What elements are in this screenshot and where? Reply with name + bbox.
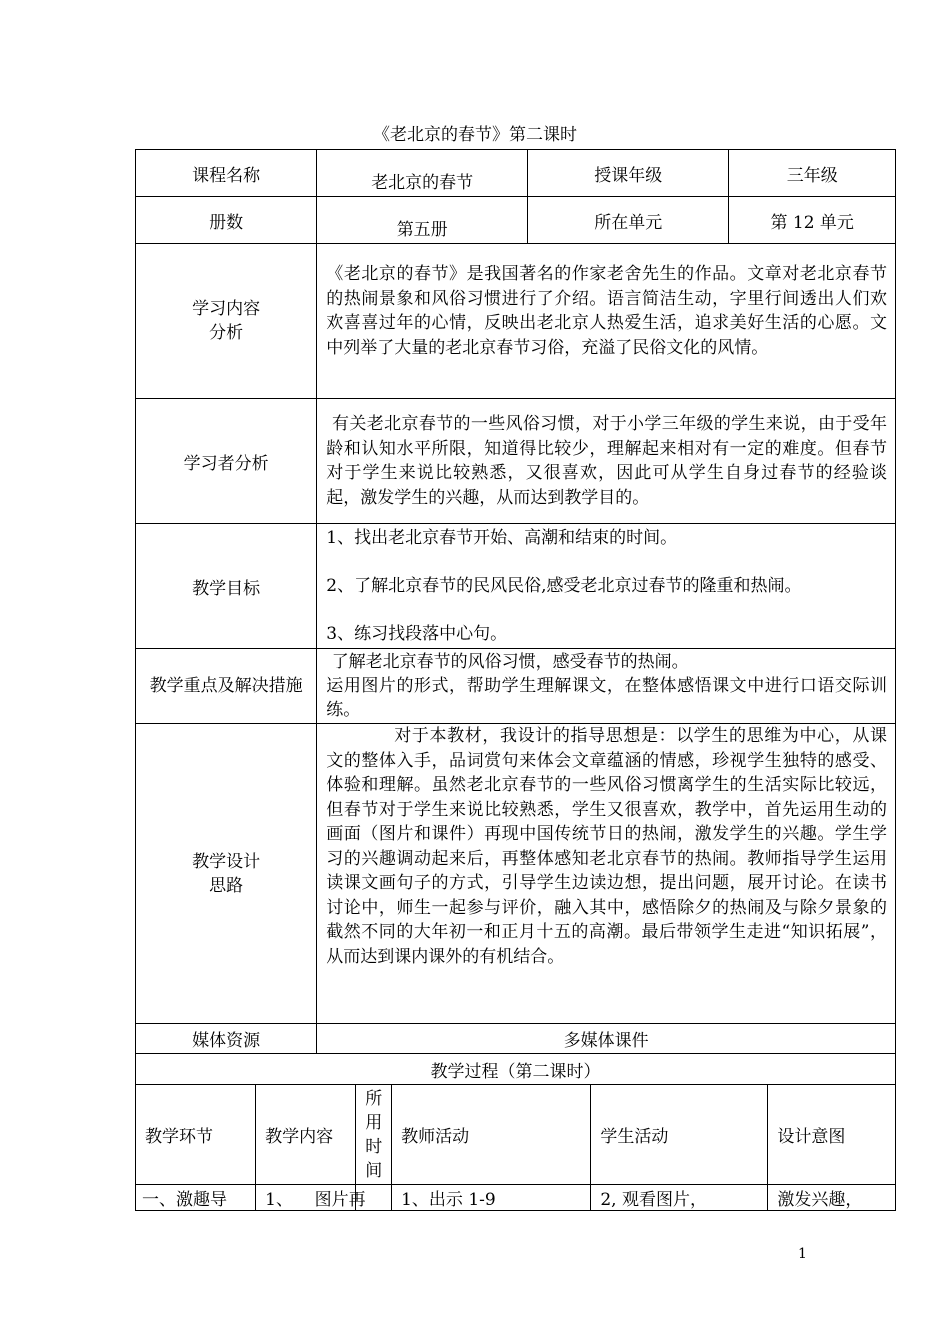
content-analysis-label-line2: 分析 — [209, 323, 244, 343]
volume-value: 第五册 — [317, 197, 528, 244]
media-value: 多媒体课件 — [317, 1024, 896, 1054]
objectives-list — [317, 524, 896, 649]
key-points-row — [136, 649, 896, 724]
volume-label: 册数 — [136, 197, 317, 244]
learner-analysis-label: 学习者分析 — [136, 399, 317, 524]
media-row — [136, 1024, 896, 1054]
objective-item: 2、了解北京春节的民风民俗,感受老北京过春节的隆重和热闹。 — [326, 576, 802, 596]
content-analysis-row — [136, 244, 896, 399]
design-label-line2: 思路 — [209, 875, 244, 896]
lesson-plan-table — [135, 149, 896, 1211]
objective-item: 3、练习找段落中心句。 — [326, 624, 508, 644]
table-row — [136, 1185, 896, 1211]
design-label — [136, 724, 317, 1024]
objectives-label: 教学目标 — [136, 524, 317, 649]
volume-row — [136, 197, 896, 244]
content-analysis-label-line1: 学习内容 — [192, 299, 261, 319]
process-header-row — [136, 1085, 896, 1185]
course-row — [136, 150, 896, 197]
process-title-row — [136, 1054, 896, 1085]
key-points-line2: 运用图片的形式，帮助学生理解课文，在整体感悟课文中进行口语交际训练。 — [326, 676, 887, 720]
header-teacher: 教师活动 — [392, 1085, 591, 1185]
media-label: 媒体资源 — [136, 1024, 317, 1054]
objective-item: 1、找出老北京春节开始、高潮和结束的时间。 — [326, 528, 678, 548]
row1-student: 2, 观看图片， — [591, 1185, 768, 1211]
unit-value: 第 12 单元 — [729, 197, 896, 244]
content-analysis-label — [136, 244, 317, 399]
document-title: 《老北京的春节》第二课时 — [373, 125, 577, 145]
learner-analysis-row — [136, 399, 896, 524]
header-student: 学生活动 — [591, 1085, 768, 1185]
design-label-line1: 教学设计 — [192, 851, 261, 872]
key-points-label: 教学重点及解决措施 — [136, 649, 317, 724]
row1-content: 1、 图片再 — [256, 1185, 356, 1211]
design-row — [136, 724, 896, 1024]
key-points-line1: 了解老北京春节的风俗习惯，感受春节的热闹。 — [326, 652, 689, 672]
row1-stage: 一、激趣导 — [136, 1185, 256, 1211]
grade-label: 授课年级 — [528, 150, 729, 197]
content-analysis-text: 《老北京的春节》是我国著名的作家老舍先生的作品。文章对老北京春节的热闹景象和风俗习惯进行了介绍。语言简洁生动，字里行间透出人们欢欢喜喜过年的心情，反映出老北京人热爱生活，追求美好生活的心愿。文中列举了大量的老北京春节习俗，充溢了民俗文化的风情。 — [317, 244, 896, 399]
header-stage: 教学环节 — [136, 1085, 256, 1185]
page-number: 1 — [798, 1246, 807, 1262]
unit-label: 所在单元 — [528, 197, 729, 244]
course-value: 老北京的春节 — [317, 150, 528, 197]
learner-analysis-text: 有关老北京春节的一些风俗习惯，对于小学三年级的学生来说，由于受年龄和认知水平所限，知道得比较少，理解起来相对有一定的难度。但春节对于学生来说比较熟悉，又很喜欢，因此可从学生自身过春节的经验谈起，激发学生的兴趣，从而达到教学目的。 — [317, 399, 896, 524]
design-text: 对于本教材，我设计的指导思想是：以学生的思维为中心，从课文的整体入手，品词赏句来体会文章蕴涵的情感，珍视学生独特的感受、体验和理解。虽然老北京春节的一些风俗习惯离学生的生活实际比较远，但春节对于学生来说比较熟悉，学生又很喜欢，教学中，首先运用生动的画面（图片和课件）再现中国传统节日的热闹，激发学生的兴趣。学生学习的兴趣调动起来后，再整体感知老北京春节的热闹。教师指导学生运用读课文画句子的方式，引导学生边读边想，提出问题，展开讨论。在读书讨论中，师生一起参与评价，融入其中，感悟除夕的热闹及与除夕景象的截然不同的大年初一和正月十五的高潮。最后带领学生走进“知识拓展”，从而达到课内课外的有机结合。 — [317, 724, 896, 1024]
grade-value: 三年级 — [729, 150, 896, 197]
row1-intent: 激发兴趣， — [768, 1185, 896, 1211]
header-time: 所 用 时 间 — [356, 1085, 392, 1185]
header-content: 教学内容 — [256, 1085, 356, 1185]
key-points-text — [317, 649, 896, 724]
objectives-row — [136, 524, 896, 649]
header-intent: 设计意图 — [768, 1085, 896, 1185]
row1-teacher: 1、出示 1-9 — [392, 1185, 591, 1211]
course-label: 课程名称 — [136, 150, 317, 197]
process-title: 教学过程（第二课时） — [136, 1054, 896, 1085]
